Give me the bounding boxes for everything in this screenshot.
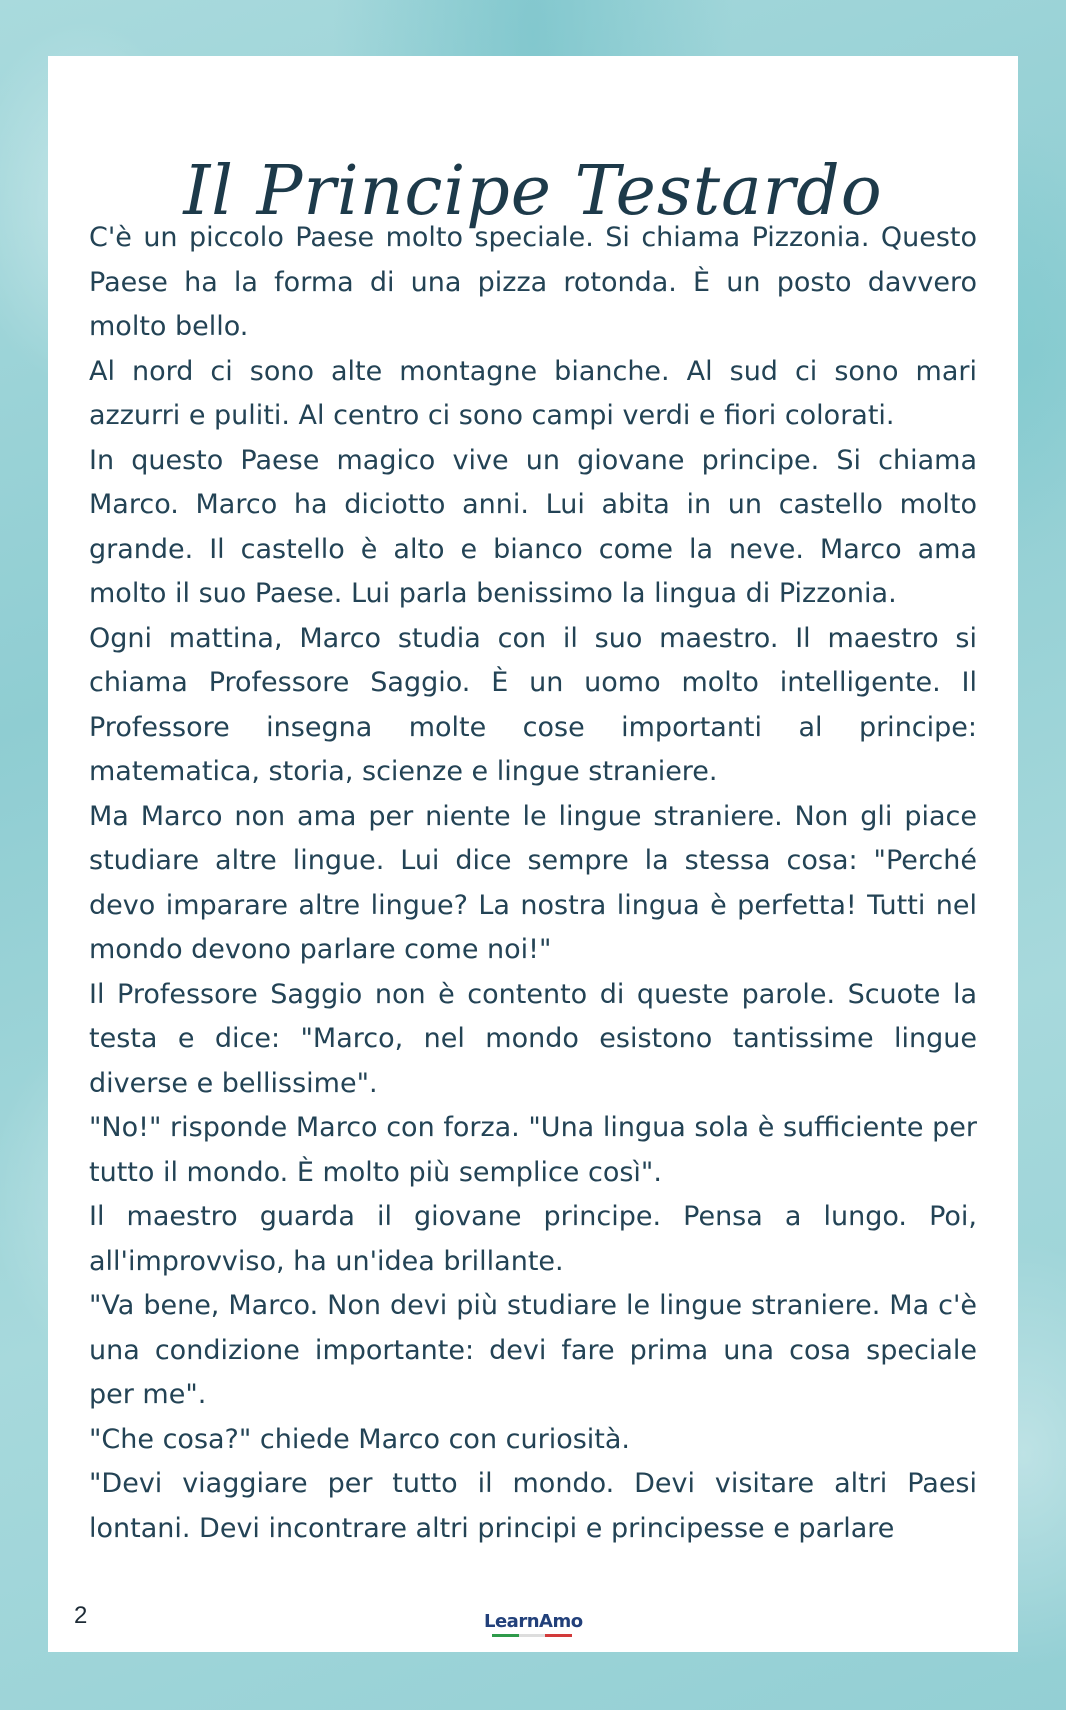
learnamo-logo bbox=[484, 1611, 583, 1642]
page-number: 2 bbox=[74, 1602, 88, 1629]
paragraph-11: "Devi viaggiare per tutto il mondo. Devi visitare altri Paesi lontani. Devi incontrare altri principi e principesse e parlare bbox=[89, 1468, 977, 1544]
paragraph-5: Ma Marco non ama per niente le lingue straniere. Non gli piace studiare altre lingue. Lui dice sempre la stessa cosa: "Perché devo imparare altre lingue? La nostra lingua è perfetta! Tutti nel mondo devono parlare come noi!" bbox=[89, 800, 977, 965]
paragraph-10: "Che cosa?" chiede Marco con curiosità. bbox=[89, 1423, 631, 1455]
logo-text: LearnAmo bbox=[484, 1611, 583, 1632]
paragraph-9: "Va bene, Marco. Non devi più studiare le lingue straniere. Ma c'è una condizione importante: devi fare prima una cosa speciale per me". bbox=[89, 1290, 977, 1410]
paragraph-2: Al nord ci sono alte montagne bianche. Al sud ci sono mari azzurri e puliti. Al centro ci sono campi verdi e fiori colorati. bbox=[89, 355, 977, 431]
paragraph-3: In questo Paese magico vive un giovane principe. Si chiama Marco. Marco ha diciotto anni. Lui abita in un castello molto grande. Il castello è alto e bianco come la neve. Marco ama molto il suo Paese. Lui parla benissimo la lingua di Pizzonia. bbox=[89, 444, 977, 609]
paragraph-6: Il Professore Saggio non è contento di queste parole. Scuote la testa e dice: "Marco, nel mondo esistono tantissime lingue diverse e bellissime". bbox=[89, 978, 977, 1099]
paragraph-1: C'è un piccolo Paese molto speciale. Si chiama Pizzonia. Questo Paese ha la forma di una pizza rotonda. È un posto davvero molto bello. bbox=[89, 222, 977, 342]
paragraph-4: Ogni mattina, Marco studia con il suo maestro. Il maestro si chiama Professore Saggio. È un uomo molto intelligente. Il Professore insegna molte cose importanti al principe: matematica, storia, scienze e lingue straniere. bbox=[89, 622, 977, 787]
page-card bbox=[48, 56, 1018, 1652]
page-title: Il Principe Testardo bbox=[183, 152, 883, 231]
italian-flag-underline-icon bbox=[492, 1634, 572, 1637]
story-text bbox=[89, 216, 977, 1551]
paragraph-7: "No!" risponde Marco con forza. "Una lingua sola è sufficiente per tutto il mondo. È molto più semplice così". bbox=[89, 1112, 977, 1188]
paragraph-8: Il maestro guarda il giovane principe. Pensa a lungo. Poi, all'improvviso, ha un'idea brillante. bbox=[89, 1201, 977, 1277]
